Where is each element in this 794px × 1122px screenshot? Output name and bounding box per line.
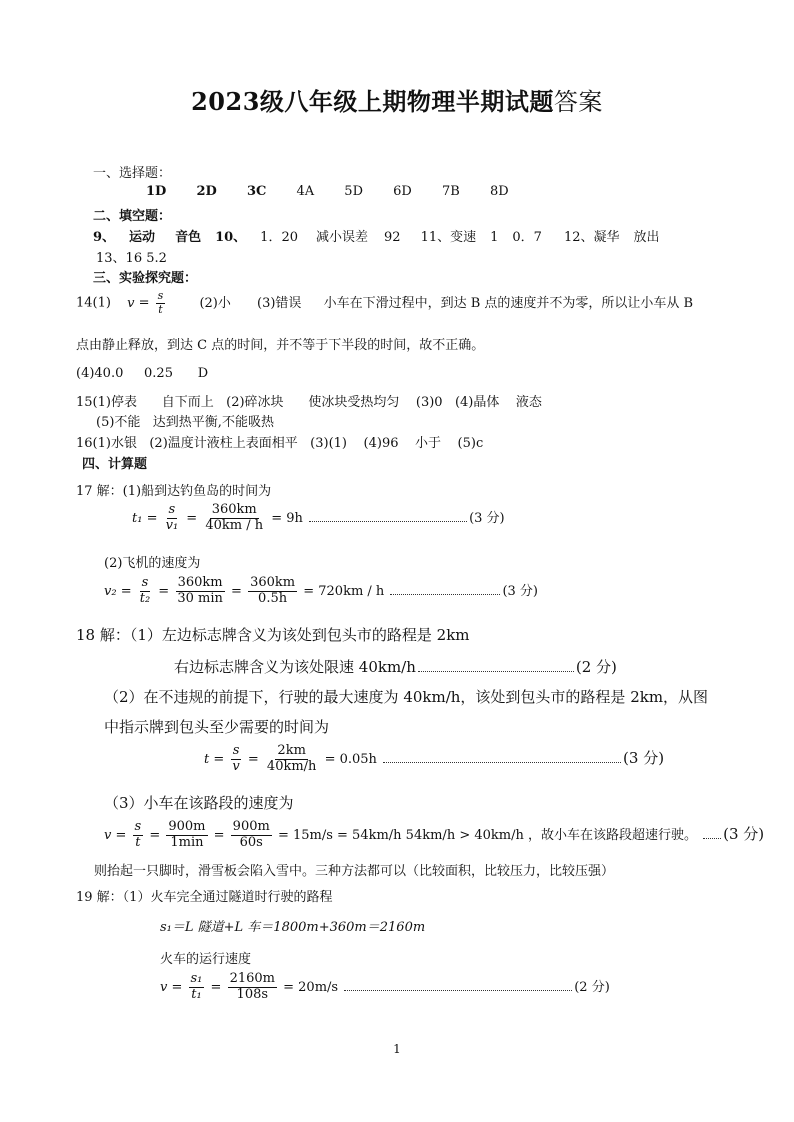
- q14-part2: (2)小: [199, 295, 231, 311]
- fill-11-answer: 11、变速: [420, 230, 477, 245]
- q15-line1: 15(1)停表 自下而上 (2)碎冰块 使冰块受热均匀 (3)0 (4)晶体 液态: [76, 395, 542, 410]
- q19-line3: 火车的运行速度: [160, 952, 252, 967]
- section4-heading: 四、计算题: [82, 457, 148, 472]
- answer-5: 5D: [344, 184, 363, 199]
- fill-10-label: 10、: [215, 230, 247, 245]
- q14-part3: (3)错误: [257, 295, 302, 311]
- q18-line5: （3）小车在该路段的速度为: [104, 794, 294, 812]
- q17-f2-den3: 0.5h: [258, 590, 288, 606]
- q19-f1-den2: 108s: [236, 986, 269, 1002]
- q17-f2-den1: t₂: [139, 590, 151, 606]
- q19-f1-result: = 20m/s: [283, 979, 339, 995]
- q18-f2-num2: 900m: [168, 819, 206, 834]
- q19-f1-num2: 2160m: [229, 971, 275, 986]
- q14-line3: (4)40.0 0.25 D: [76, 366, 209, 381]
- q17-f2-result: = 720km / h: [303, 583, 385, 599]
- fill-11-answer3: 0．7: [512, 230, 542, 245]
- q14-label: 14(1): [76, 295, 111, 311]
- q18-line1: 18 解：（1）左边标志牌含义为该处到包头市的路程是 2km: [76, 626, 470, 644]
- q17-f1-score: (3 分): [469, 510, 505, 526]
- fill-12-answer2: 放出: [633, 230, 660, 245]
- q18-f2-score: (3 分): [723, 824, 765, 843]
- section1-answers: [146, 184, 535, 199]
- q17-f1-num1: s: [168, 502, 176, 517]
- q17-intro: 17 解：(1)船到达钓鱼岛的时间为: [76, 484, 272, 499]
- q17-f1-den2: 40km / h: [205, 517, 264, 533]
- fill-9-answer2: 音色: [175, 230, 202, 245]
- section1-heading: 一、选择题：: [93, 166, 172, 181]
- q17-f2-num3: 360km: [250, 575, 296, 590]
- q19-f1-score: (2 分): [574, 979, 610, 995]
- q14-line1: 14(1) v = $\frac{s}{t}$ (2)小 (3)错误 小车在下滑过程中，到达 B 点的速度并不为零，所以让小车从 B: [76, 289, 694, 316]
- q18-formula2: v = $\frac{s}{t}$ = $\frac{900m}{1\min}$ = $\frac{900m}{60s}$ = 15m/s = 54km/h 54km/h > 40km/h ，故小车在该路段超速行驶。 (3 分): [104, 819, 765, 850]
- q18-f2-result: = 15m/s = 54km/h 54km/h > 40km/h ，故小车在该路段超速行驶。: [277, 827, 697, 843]
- q17-f2-den2: 30 min: [177, 590, 223, 606]
- q17-f1-den1: v₁: [165, 517, 179, 533]
- q18-f2-num1: s: [134, 819, 142, 834]
- q19-line1: 19 解：（1）火车完全通过隧道时行驶的路程: [76, 890, 333, 905]
- q17-formula2: v₂ = $\frac{s}{\text{t₂}}$ = $\frac{360km}{30 \min}$ = $\frac{360km}{0.5h}$ = 720km / h (3 分): [104, 575, 538, 606]
- q19-f1-lhs: v =: [160, 979, 183, 995]
- page-number: 1: [393, 1042, 401, 1056]
- q14-t: t: [158, 302, 163, 316]
- q14-line2: 点由静止释放，到达 C 点的时间，并不等于下半段的时间，故不正确。: [76, 338, 485, 353]
- fill-9-answer: 运动: [129, 230, 156, 245]
- q18-line3: （2）在不违规的前提下，行驶的最大速度为 40km/h，该处到包头市的路程是 2km，从图: [104, 688, 709, 706]
- q18-f2-den3: 60s: [239, 834, 263, 850]
- fill-10-answer: 1．20: [260, 230, 298, 245]
- q19-f1-num1: s₁: [190, 971, 203, 986]
- q14-s: s: [157, 289, 164, 302]
- q19-formula1: v = $\frac{\text{s₁}}{\text{t₁}}$ = $\frac{2160m}{108s}$ = 20m/s (2 分): [160, 971, 610, 1002]
- answer-7: 7B: [441, 184, 460, 199]
- section2-heading: 二、填空题：: [93, 209, 172, 224]
- q18-line2-score: (2 分): [575, 658, 617, 676]
- q17-f1-result: = 9h: [271, 510, 303, 526]
- title-tail: 答案: [553, 88, 603, 116]
- section2-line1: [93, 226, 660, 245]
- q15-line2: (5)不能 达到热平衡,不能吸热: [96, 415, 274, 430]
- q18-f2-den2: 1min: [170, 834, 204, 850]
- q14-reason: 小车在下滑过程中，到达 B 点的速度并不为零，所以让小车从 B: [323, 295, 694, 311]
- q18-f1-den2: 40km/h: [266, 758, 317, 774]
- section3-heading: 三、实验探究题：: [93, 271, 198, 286]
- q18-f1-result: = 0.05h: [324, 751, 377, 767]
- q18-f2-num3: 900m: [232, 819, 270, 834]
- section2-line2: 13、16 5.2: [96, 251, 167, 266]
- q19-line2: s₁＝L 隧道+L 车＝1800m+360m＝2160m: [160, 920, 426, 935]
- q14-v: v: [127, 295, 135, 311]
- answer-1: 1D: [146, 184, 167, 199]
- q17-f2-num2: 360km: [177, 575, 223, 590]
- q18-f2-lhs: v =: [104, 827, 127, 843]
- title-main: 2023级八年级上期物理半期试题: [191, 87, 554, 116]
- q18-f1-score: (3 分): [623, 748, 665, 767]
- fill-10-answer2: 减小误差: [316, 230, 369, 245]
- q18-f2-den1: t: [135, 834, 141, 850]
- answer-2: 2D: [196, 184, 217, 199]
- q18-f1-den1: v: [232, 758, 240, 774]
- q18-line2-text: 右边标志牌含义为该处限速 40km/h: [174, 658, 416, 676]
- q17-f2-score: (3 分): [502, 583, 538, 599]
- q18-line4: 中指示牌到包头至少需要的时间为: [104, 718, 330, 736]
- q18-f1-lhs: t =: [204, 751, 225, 767]
- answer-4: 4A: [296, 184, 315, 199]
- answer-6: 6D: [393, 184, 412, 199]
- q19-f1-den1: t₁: [191, 986, 202, 1002]
- fill-10-answer3: 92: [384, 230, 401, 245]
- q18-f1-num1: s: [232, 743, 240, 758]
- q17-part2: (2)飞机的速度为: [104, 556, 201, 571]
- q17-f2-num1: s: [141, 575, 149, 590]
- q17-f1-num2: 360km: [211, 502, 257, 517]
- fill-9-label: 9、: [93, 230, 116, 245]
- fill-12-answer: 12、凝华: [563, 230, 620, 245]
- q17-f2-lhs: v₂ =: [104, 583, 132, 599]
- page-title: [0, 82, 794, 117]
- q18-line2: [174, 656, 617, 677]
- answer-3: 3C: [246, 184, 267, 199]
- q16-line: 16(1)水银 (2)温度计液柱上表面相平 (3)(1) (4)96 小于 (5)c: [76, 436, 484, 451]
- q17-f1-lhs: t₁ =: [132, 510, 158, 526]
- q18-line6: 则抬起一只脚时，滑雪板会陷入雪中。三种方法都可以（比较面积，比较压力，比较压强）: [94, 864, 615, 879]
- answer-8: 8D: [489, 184, 509, 199]
- q17-formula1: t₁ = $\frac{s}{\text{v₁}}$ = $\frac{360km}{40km / h}$ = 9h (3 分): [132, 502, 505, 533]
- fill-11-answer2: 1: [490, 230, 499, 245]
- q18-formula1: t = $\frac{s}{v}$ = $\frac{2km}{40km/h}$ = 0.05h (3 分): [204, 743, 665, 774]
- q18-f1-num2: 2km: [277, 743, 306, 758]
